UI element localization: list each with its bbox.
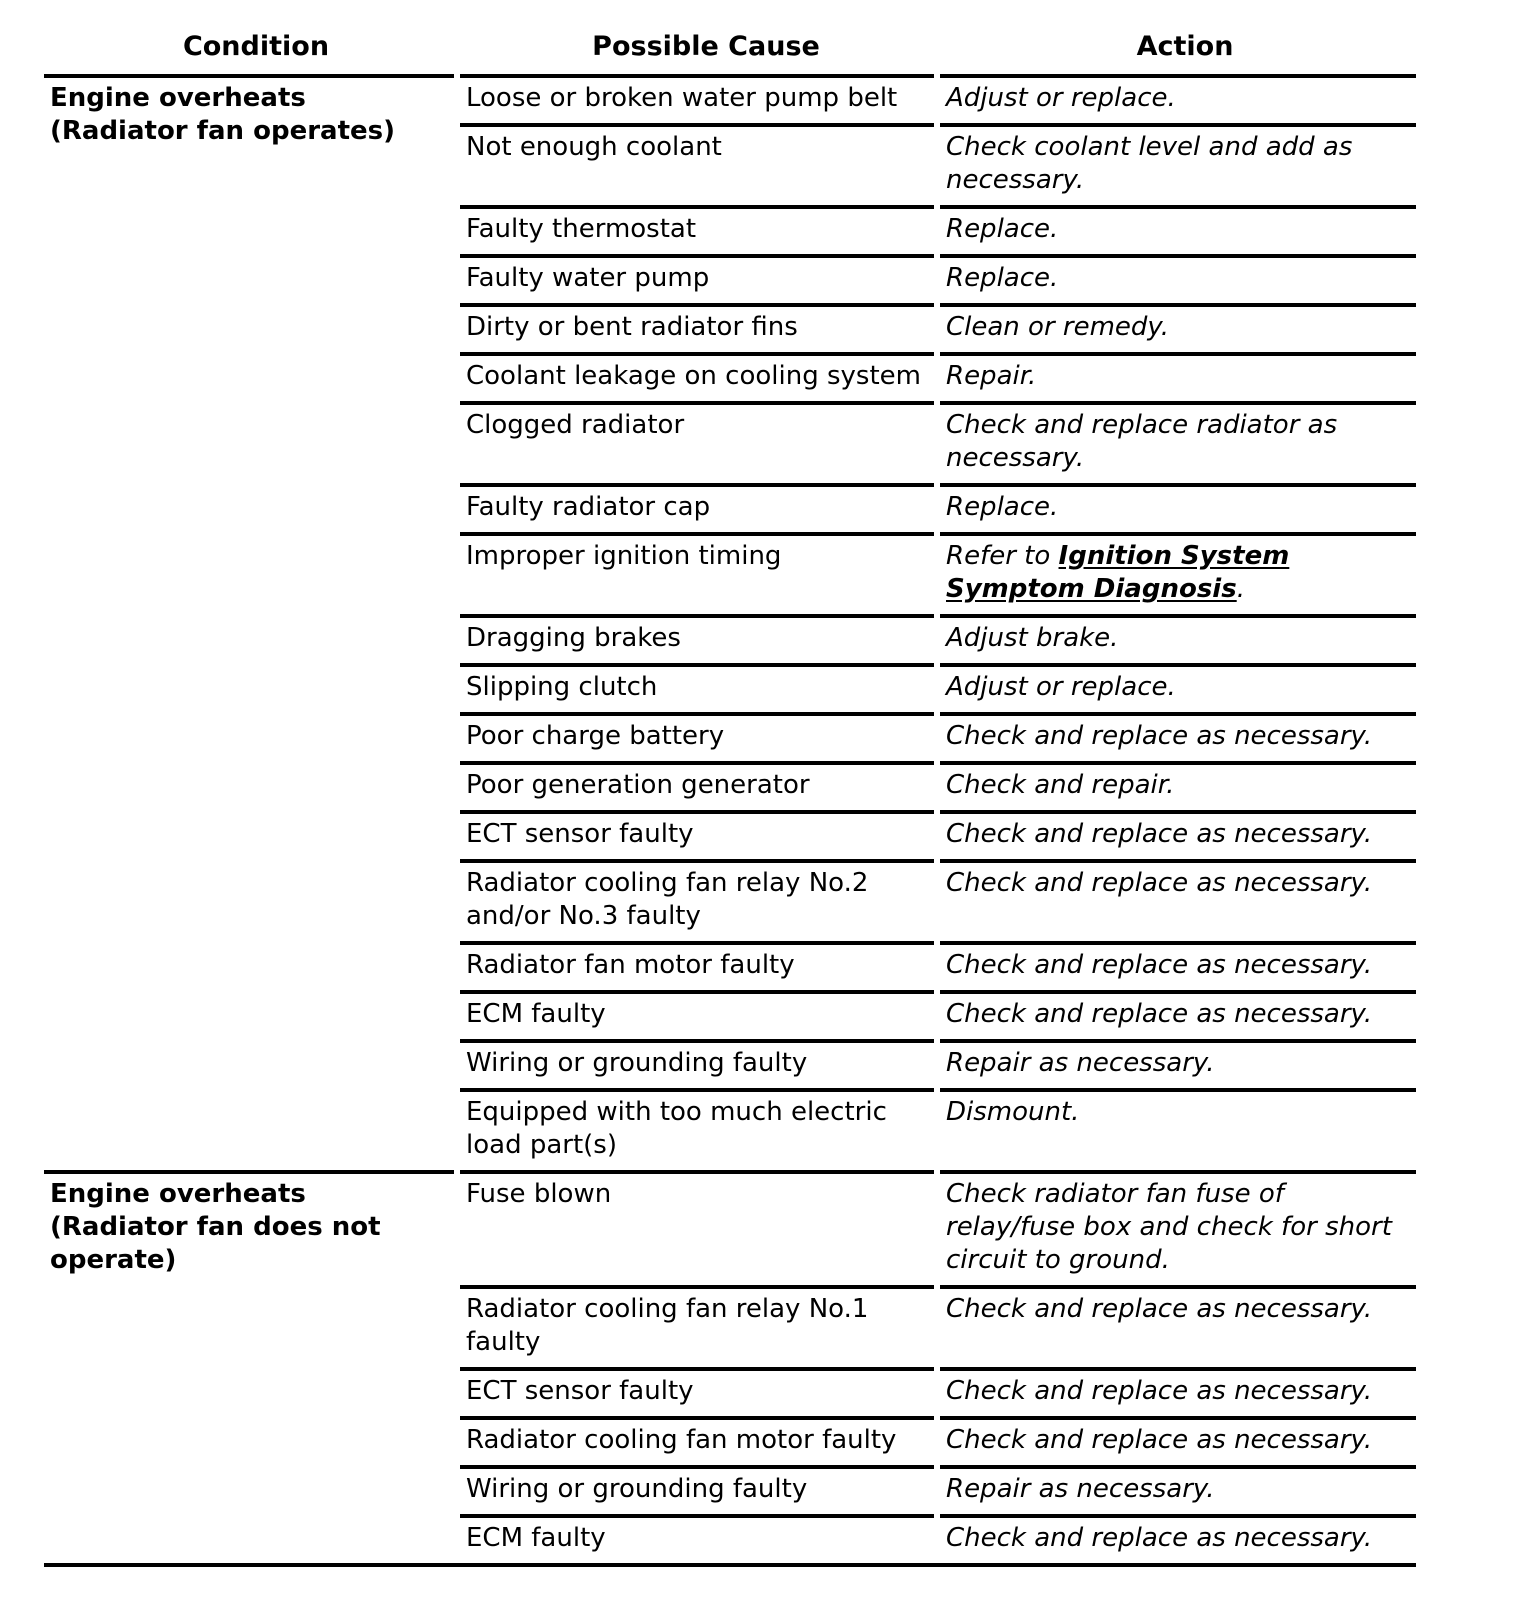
table-row <box>460 205 1416 254</box>
table-row <box>460 1367 1416 1416</box>
condition-group-fan-operates <box>44 74 1416 1170</box>
ignition-system-symptom-diagnosis-link[interactable]: Ignition System Symptom Diagnosis <box>946 541 1290 604</box>
cause-cell: Poor charge battery <box>460 712 934 761</box>
action-cell: Check coolant level and add as necessary. <box>940 123 1416 205</box>
action-cell: Check and replace as necessary. <box>940 990 1416 1039</box>
action-suffix: . <box>1236 574 1245 604</box>
table-header <box>44 30 1416 74</box>
cause-cell: Wiring or grounding faulty <box>460 1465 934 1514</box>
action-cell: Check and replace as necessary. <box>940 1285 1416 1367</box>
table-row <box>460 663 1416 712</box>
table-row <box>460 941 1416 990</box>
cause-cell: Radiator cooling fan motor faulty <box>460 1416 934 1465</box>
cause-cell: ECT sensor faulty <box>460 1367 934 1416</box>
table-row <box>460 1088 1416 1170</box>
table-row <box>460 1514 1416 1563</box>
action-cell: Repair as necessary. <box>940 1039 1416 1088</box>
cause-cell: Wiring or grounding faulty <box>460 1039 934 1088</box>
cause-cell: Dragging brakes <box>460 614 934 663</box>
table-row <box>460 532 1416 614</box>
cause-cell: Fuse blown <box>460 1170 934 1285</box>
condition-group-fan-does-not-operate <box>44 1170 1416 1563</box>
table-row <box>460 1416 1416 1465</box>
table-row <box>460 614 1416 663</box>
table-row <box>460 761 1416 810</box>
action-cell: Dismount. <box>940 1088 1416 1170</box>
table-row <box>460 401 1416 483</box>
cause-cell: Faulty thermostat <box>460 205 934 254</box>
condition-cell: Engine overheats (Radiator fan operates) <box>44 74 454 1170</box>
table-row <box>460 254 1416 303</box>
action-cell: Check and repair. <box>940 761 1416 810</box>
cause-cell: Coolant leakage on cooling system <box>460 352 934 401</box>
action-cell: Repair as necessary. <box>940 1465 1416 1514</box>
table-row <box>460 1285 1416 1367</box>
cause-cell: Clogged radiator <box>460 401 934 483</box>
cause-cell: Radiator cooling fan relay No.1 faulty <box>460 1285 934 1367</box>
table-row <box>460 810 1416 859</box>
action-cell: Check and replace as necessary. <box>940 712 1416 761</box>
table-row <box>460 990 1416 1039</box>
action-cell: Replace. <box>940 483 1416 532</box>
cause-cell: Faulty water pump <box>460 254 934 303</box>
action-cell: Check and replace as necessary. <box>940 859 1416 941</box>
action-cell: Check and replace as necessary. <box>940 941 1416 990</box>
cause-cell: Poor generation generator <box>460 761 934 810</box>
cause-action-rows <box>460 74 1416 1170</box>
header-possible-cause: Possible Cause <box>592 31 820 62</box>
action-cell: Check and replace as necessary. <box>940 1416 1416 1465</box>
cause-cell: Radiator fan motor faulty <box>460 941 934 990</box>
table-row <box>460 352 1416 401</box>
action-cell: Check and replace radiator as necessary. <box>940 401 1416 483</box>
action-prefix: Refer to <box>946 541 1059 571</box>
action-cell <box>940 532 1416 614</box>
cause-cell: ECT sensor faulty <box>460 810 934 859</box>
table-row <box>460 1170 1416 1285</box>
cause-cell: Not enough coolant <box>460 123 934 205</box>
cause-cell: ECM faulty <box>460 990 934 1039</box>
cause-cell: ECM faulty <box>460 1514 934 1563</box>
action-cell: Check and replace as necessary. <box>940 1367 1416 1416</box>
header-action: Action <box>1136 31 1234 62</box>
table-row <box>460 483 1416 532</box>
table-row <box>460 1039 1416 1088</box>
action-cell: Repair. <box>940 352 1416 401</box>
table-row <box>460 74 1416 123</box>
cause-cell: Loose or broken water pump belt <box>460 74 934 123</box>
action-cell: Check and replace as necessary. <box>940 810 1416 859</box>
table-row <box>460 859 1416 941</box>
cause-cell: Faulty radiator cap <box>460 483 934 532</box>
action-cell: Replace. <box>940 205 1416 254</box>
table-row <box>460 712 1416 761</box>
table-bottom-rule <box>44 1563 1416 1567</box>
action-cell: Clean or remedy. <box>940 303 1416 352</box>
action-cell: Adjust or replace. <box>940 663 1416 712</box>
cause-cell: Slipping clutch <box>460 663 934 712</box>
action-cell: Check and replace as necessary. <box>940 1514 1416 1563</box>
action-cell: Check radiator fan fuse of relay/fuse box and check for short circuit to ground. <box>940 1170 1416 1285</box>
condition-cell: Engine overheats (Radiator fan does not operate) <box>44 1170 454 1563</box>
action-cell: Adjust brake. <box>940 614 1416 663</box>
cause-cell: Radiator cooling fan relay No.2 and/or No.3 faulty <box>460 859 934 941</box>
action-cell: Replace. <box>940 254 1416 303</box>
cause-cell: Improper ignition timing <box>460 532 934 614</box>
table-row <box>460 1465 1416 1514</box>
cause-cell: Equipped with too much electric load part(s) <box>460 1088 934 1170</box>
header-condition: Condition <box>182 31 330 62</box>
cause-cell: Dirty or bent radiator fins <box>460 303 934 352</box>
table-row <box>460 303 1416 352</box>
cause-action-rows <box>460 1170 1416 1563</box>
table-row <box>460 123 1416 205</box>
action-cell: Adjust or replace. <box>940 74 1416 123</box>
troubleshooting-table <box>44 30 1416 1567</box>
